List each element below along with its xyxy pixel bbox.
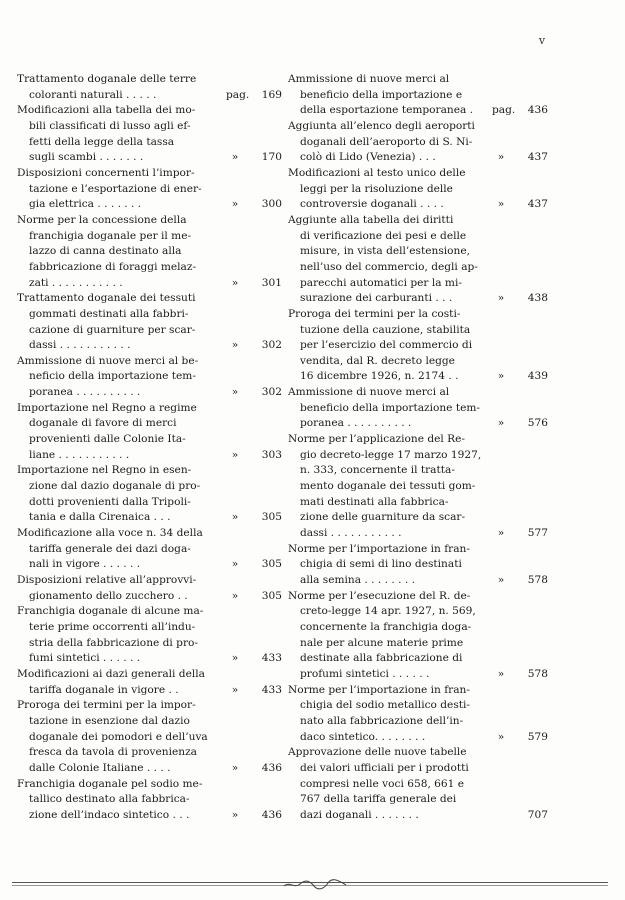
entry-line: tazione e l’esportazione di ener- [29, 182, 202, 195]
entry-line: gionamento dello zucchero . . [29, 589, 188, 602]
entry-line: Modificazioni ai dazi generali della [17, 667, 205, 680]
entry-line: chigia di semi di lino destinati [300, 558, 462, 571]
entry-line: colò di Lido (Venezia) . . . [300, 151, 436, 164]
page-reference [226, 557, 282, 573]
entry-line: Norme per l’importazione in fran- [288, 683, 470, 696]
entry-line: doganali dell’aeroporto di S. Ni- [300, 135, 473, 148]
entry-line: mati destinati alla fabbrica- [300, 495, 449, 508]
page-reference [492, 730, 548, 746]
page-mark: » [497, 151, 505, 164]
entry-line: leggi per la risoluzione delle [300, 182, 453, 195]
entry-line: dassi . . . . . . . . . . . [300, 527, 402, 540]
page-reference [492, 150, 548, 166]
index-entry [288, 745, 548, 823]
page-reference [226, 510, 282, 526]
page-mark: » [497, 370, 505, 383]
page-reference [226, 276, 282, 292]
page-number-ref: 579 [527, 730, 548, 743]
index-entry [288, 213, 548, 307]
entry-line: beneficio della importazione e [300, 88, 463, 101]
entry-line: mento doganale dei tessuti gom- [300, 480, 476, 493]
page-reference [226, 150, 282, 166]
index-entry [17, 72, 282, 103]
page-mark: » [497, 527, 505, 540]
entry-line: parecchi automatici per la mi- [300, 276, 462, 289]
entry-line: neficio della importazione tem- [29, 370, 196, 383]
page-number-ref: 303 [261, 448, 282, 461]
page-number-ref: 301 [261, 276, 282, 289]
entry-line: concernente la franchigia doga- [300, 620, 472, 633]
entry-line: vendita, dal R. decreto legge [300, 354, 455, 367]
index-entry [17, 463, 282, 526]
page-mark: » [231, 761, 239, 774]
entry-line: tuzione della cauzione, stabilita [300, 323, 471, 336]
entry-line: zati . . . . . . . . . . . [29, 276, 123, 289]
page-mark: » [231, 652, 239, 665]
page-mark: » [231, 339, 239, 352]
entry-line: poranea . . . . . . . . . . [29, 386, 141, 399]
page-mark: » [231, 558, 239, 571]
index-entry [17, 698, 282, 776]
page-number-ref: 578 [527, 667, 548, 680]
entry-line: 16 dicembre 1926, n. 2174 . . [300, 370, 459, 383]
page-number-ref: 302 [261, 339, 282, 352]
entry-line: Modificazione alla voce n. 34 della [17, 527, 203, 540]
entry-line: stria della fabbricazione di pro- [29, 636, 198, 649]
page-reference [226, 808, 282, 824]
entry-line: Ammissione di nuove merci al [288, 73, 450, 85]
index-entry [288, 432, 548, 542]
index-entry [288, 166, 548, 213]
page-number-ref: 436 [261, 761, 282, 774]
entry-line: lazzo di canna destinato alla [29, 245, 182, 258]
page-reference [226, 683, 282, 699]
page-mark: pag. [492, 104, 516, 117]
index-entry [17, 166, 282, 213]
page-reference [226, 589, 282, 605]
page-reference [226, 338, 282, 354]
entry-line: Aggiunta all’elenco degli aeroporti [288, 119, 475, 132]
entry-line: Trattamento doganale dei tessuti [17, 292, 196, 305]
index-entry [17, 103, 282, 166]
page-number-ref: 305 [261, 558, 282, 571]
entry-line: tariffa generale dei dazi doga- [29, 542, 191, 555]
entry-line: doganale di favore di merci [29, 417, 177, 430]
entry-line: tariffa doganale in vigore . . [29, 683, 179, 696]
page-mark: » [231, 198, 239, 211]
entry-line: Proroga dei termini per la impor- [17, 699, 196, 712]
page-number-ref: 305 [261, 511, 282, 524]
index-entry [288, 307, 548, 385]
entry-line: Importazione nel Regno a regime [17, 401, 197, 414]
page-number-ref: 437 [527, 151, 548, 164]
page-number-ref: 578 [527, 574, 548, 586]
handwritten-mark-icon [282, 877, 348, 891]
index-entry [17, 526, 282, 573]
entry-line: profumi sintetici . . . . . . [300, 667, 430, 680]
entry-line: misure, in vista dell’estensione, [300, 245, 471, 258]
entry-line: per l’esercizio del commercio di [300, 339, 473, 352]
entry-line: alla semina . . . . . . . . [300, 574, 415, 586]
page-mark: » [231, 683, 239, 696]
page-number-ref: 438 [527, 292, 548, 305]
entry-line: controversie doganali . . . . [300, 198, 444, 211]
page-mark: » [231, 386, 239, 399]
entry-line: gia elettrica . . . . . . . [29, 198, 142, 211]
entry-line: fumi sintetici . . . . . . [29, 652, 141, 665]
page-number-ref: 433 [261, 652, 282, 665]
entry-line: Ammissione di nuove merci al be- [17, 354, 199, 367]
index-entry [17, 777, 282, 824]
page-reference [492, 416, 548, 432]
page-number-ref: 169 [261, 88, 282, 101]
entry-line: zione dell’indaco sintetico . . . [29, 808, 190, 821]
entry-line: Norme per l’esecuzione del R. de- [288, 589, 471, 602]
page-reference [492, 526, 548, 542]
page-reference [226, 448, 282, 464]
page-number: v [538, 34, 546, 47]
page-mark: » [497, 574, 505, 586]
index-entry [17, 213, 282, 291]
page-reference [492, 667, 548, 683]
page-number-ref: 302 [261, 386, 282, 399]
entry-line: gio decreto-legge 17 marzo 1927, [300, 448, 482, 461]
entry-line: dalle Colonie Italiane . . . . [29, 761, 171, 774]
entry-line: Ammissione di nuove merci al [288, 386, 450, 399]
entry-line: tazione in esenzione dal dazio [29, 714, 190, 727]
entry-line: fabbricazione di foraggi melaz- [29, 260, 197, 273]
entry-line: Approvazione delle nuove tabelle [288, 746, 467, 759]
page-reference [492, 291, 548, 307]
page-number-ref: 433 [261, 683, 282, 696]
page-number-ref: 577 [527, 527, 548, 540]
index-entry [288, 683, 548, 746]
entry-line: zione dal dazio doganale di pro- [29, 480, 201, 493]
index-entry [17, 604, 282, 667]
entry-line: franchigia doganale per il me- [29, 229, 192, 242]
entry-line: dazi doganali . . . . . . . [300, 808, 419, 821]
entry-line: dotti provenienti dalla Tripoli- [29, 495, 191, 508]
index-entry [17, 401, 282, 464]
entry-line: tallico destinato alla fabbrica- [29, 793, 190, 806]
page-number-ref: 436 [261, 808, 282, 821]
page-number-ref: 437 [527, 198, 548, 211]
entry-line: creto-legge 14 apr. 1927, n. 569, [300, 605, 476, 618]
entry-line: liane . . . . . . . . . . . [29, 448, 130, 461]
entry-line: cazione di guarniture per scar- [29, 323, 196, 336]
index-entry [17, 354, 282, 401]
page-mark: » [231, 276, 239, 289]
page-number-ref: 707 [527, 808, 548, 821]
page-reference [226, 761, 282, 777]
entry-line: nale per alcune materie prime [300, 636, 464, 649]
entry-line: provenienti dalle Colonie Ita- [29, 433, 186, 446]
page-mark: » [231, 511, 239, 524]
page-mark: » [497, 730, 505, 743]
page-reference [492, 103, 548, 119]
page-mark: » [231, 151, 239, 164]
entry-line: Trattamento doganale delle terre [17, 73, 197, 85]
entry-line: Norme per la concessione della [17, 213, 187, 226]
entry-line: Modificazioni al testo unico delle [288, 166, 466, 179]
page-reference [226, 651, 282, 667]
entry-line: dei valori ufficiali per i prodotti [300, 761, 469, 774]
entry-line: Disposizioni relative all’approvvi- [17, 574, 197, 586]
page-reference [492, 808, 548, 824]
entry-line: Modificazioni alla tabella dei mo- [17, 104, 196, 117]
page-reference [226, 197, 282, 213]
entry-line: coloranti naturali . . . . . [29, 88, 157, 101]
entry-line: terie prime occorrenti all’indu- [29, 620, 196, 633]
entry-line: sugli scambi . . . . . . . [29, 151, 144, 164]
entry-line: Aggiunte alla tabella dei diritti [288, 213, 454, 226]
entry-line: gommati destinati alla fabbri- [29, 307, 189, 320]
index-entry [17, 667, 282, 698]
entry-line: compresi nelle voci 658, 661 e [300, 777, 465, 790]
page-mark: » [231, 808, 239, 821]
page-mark: pag. [226, 88, 250, 101]
index-entry [288, 542, 548, 589]
page-reference [226, 88, 282, 104]
page-reference [226, 385, 282, 401]
entry-line: daco sintetico. . . . . . . . [300, 730, 426, 743]
page-number-ref: 576 [527, 417, 548, 430]
index-entry [288, 119, 548, 166]
page-number-ref: 305 [261, 589, 282, 602]
right-column [288, 72, 548, 824]
entry-line: tania e dalla Cirenaica . . . [29, 511, 171, 524]
page-mark: » [231, 448, 239, 461]
page-mark: » [231, 589, 239, 602]
entry-line: Norme per l’importazione in fran- [288, 542, 470, 555]
page-mark: » [497, 198, 505, 211]
entry-line: di verificazione dei pesi e delle [300, 229, 467, 242]
page-mark: » [497, 667, 505, 680]
index-entry [288, 385, 548, 432]
index-entry [288, 589, 548, 683]
page-number-ref: 300 [261, 198, 282, 211]
entry-line: Proroga dei termini per la costi- [288, 307, 461, 320]
page-number-ref: 170 [261, 151, 282, 164]
entry-line: Franchigia doganale pel sodio me- [17, 777, 203, 790]
entry-line: destinate alla fabbricazione di [300, 652, 463, 665]
page-number-ref: 439 [527, 370, 548, 383]
entry-line: dassi . . . . . . . . . . . [29, 339, 131, 352]
entry-line: fetti della legge della tassa [29, 135, 175, 148]
entry-line: fresca da tavola di provenienza [29, 746, 197, 759]
index-entry [17, 291, 282, 354]
entry-line: bili classificati di lusso agli ef- [29, 119, 191, 132]
entry-line: zione delle guarniture da scar- [300, 511, 466, 524]
entry-line: 767 della tariffa generale dei [300, 793, 457, 806]
entry-line: nali in vigore . . . . . . [29, 558, 141, 571]
entry-line: Franchigia doganale di alcune ma- [17, 605, 204, 618]
page-number-ref: 436 [527, 104, 548, 117]
page-mark: » [497, 292, 505, 305]
entry-line: surazione dei carburanti . . . [300, 292, 453, 305]
page-reference [492, 197, 548, 213]
entry-line: Importazione nel Regno in esen- [17, 464, 192, 477]
entry-line: nato alla fabbricazione dell’in- [300, 714, 464, 727]
page-reference [492, 369, 548, 385]
index-entry [17, 573, 282, 604]
entry-line: nell’uso del commercio, degli ap- [300, 260, 478, 273]
entry-line: chigia del sodio metallico desti- [300, 699, 470, 712]
page-mark: » [497, 417, 505, 430]
left-column [17, 72, 282, 824]
entry-line: beneficio della importazione tem- [300, 401, 480, 414]
entry-line: poranea . . . . . . . . . . [300, 417, 412, 430]
entry-line: doganale dei pomodori e dell’uva [29, 730, 208, 743]
entry-line: Disposizioni concernenti l’impor- [17, 166, 195, 179]
page-reference [492, 573, 548, 589]
entry-line: n. 333, concernente il tratta- [300, 464, 455, 477]
entry-line: della esportazione temporanea . [300, 104, 474, 117]
entry-line: Norme per l’applicazione del Re- [288, 433, 465, 446]
index-entry [288, 72, 548, 119]
